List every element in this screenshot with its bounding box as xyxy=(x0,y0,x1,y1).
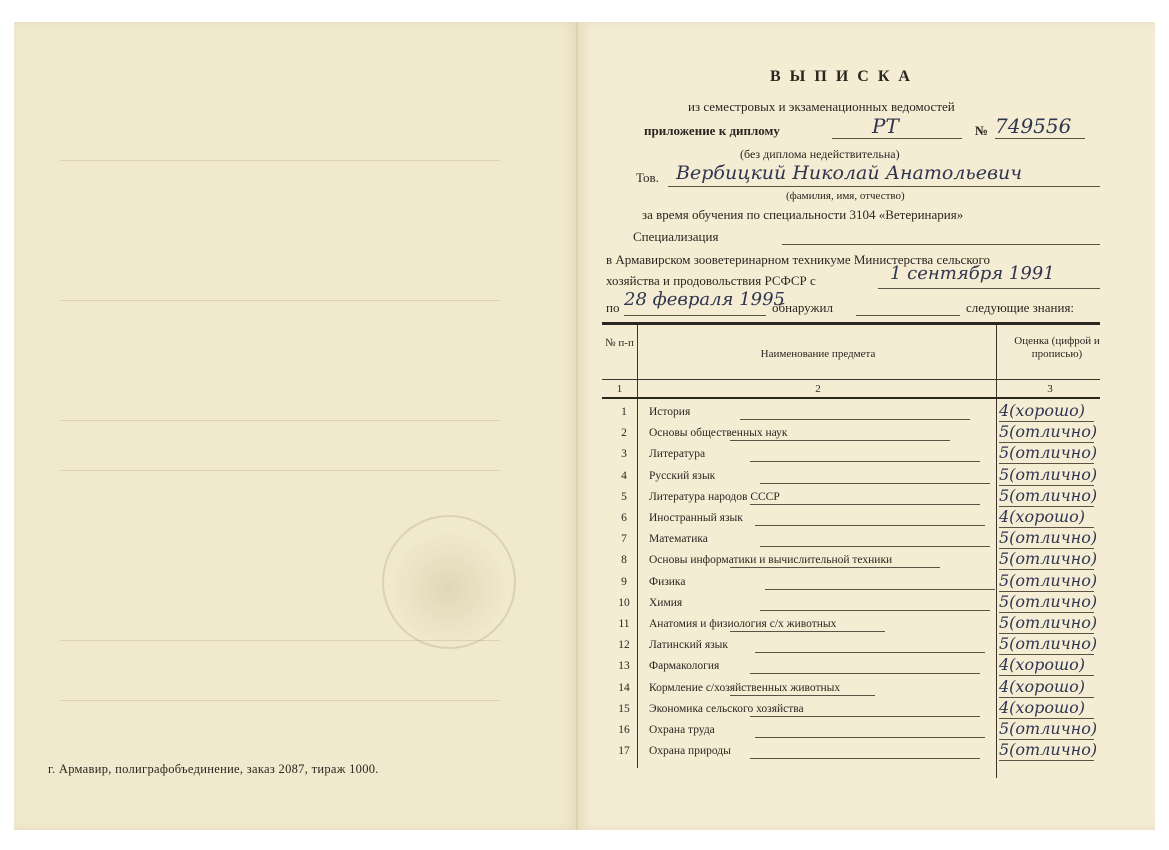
subject-underline xyxy=(750,461,980,462)
date-from: 1 сентября 1991 xyxy=(890,263,1055,284)
subject-underline xyxy=(730,567,940,568)
row-number: 4 xyxy=(621,469,627,482)
printer-footer: г. Армавир, полиграфобъединение, заказ 2087, тираж 1000. xyxy=(48,762,379,776)
col-index: 1 xyxy=(616,383,623,395)
subject-name: Основы информатики и вычислительной техники xyxy=(649,554,893,567)
subject-name: Кормление с/хозяйственных животных xyxy=(649,681,841,694)
table-row xyxy=(600,657,1110,678)
grade-handwritten: 4(хорошо) xyxy=(999,676,1085,696)
subject-underline xyxy=(755,525,985,526)
grade-handwritten: 4(хорошо) xyxy=(999,507,1085,526)
subject-name: Охрана труда xyxy=(649,724,715,736)
grade-handwritten: 5(отлично) xyxy=(999,613,1098,632)
document-title: ВЫПИСКА xyxy=(770,68,919,85)
subject-name: Анатомия и физиология с/х животных xyxy=(649,618,837,630)
grade-underline xyxy=(999,760,1094,761)
showthrough-line xyxy=(60,420,500,421)
student-name: Вербицкий Николай Анатольевич xyxy=(676,162,1023,184)
specialization-label: Специализация xyxy=(633,229,719,244)
row-number: 11 xyxy=(618,618,630,630)
tov-label: Тов. xyxy=(636,170,659,185)
row-number: 16 xyxy=(618,724,630,736)
subject-underline xyxy=(750,504,980,505)
row-number: 9 xyxy=(621,575,627,588)
row-number: 8 xyxy=(621,554,627,567)
showthrough-line xyxy=(60,160,500,161)
table-row xyxy=(600,464,1110,488)
subject-name: Латинский язык xyxy=(649,639,728,652)
subject-underline xyxy=(730,631,885,632)
number-label: № xyxy=(975,123,989,138)
subject-underline xyxy=(760,610,990,611)
row-number: 1 xyxy=(621,406,627,418)
subject-name: Математика xyxy=(649,533,708,546)
grade-handwritten: 5(отлично) xyxy=(999,570,1098,590)
grade-handwritten: 5(отлично) xyxy=(999,464,1098,484)
subject-underline xyxy=(760,483,990,484)
row-number: 3 xyxy=(621,448,627,461)
grade-handwritten: 5(отлично) xyxy=(999,443,1098,463)
underline xyxy=(856,315,960,316)
grade-handwritten: 5(отлично) xyxy=(999,485,1098,505)
grade-handwritten: 4(хорошо) xyxy=(999,655,1085,675)
row-number: 10 xyxy=(618,596,630,609)
table-row xyxy=(600,636,1110,657)
showthrough-line xyxy=(60,700,500,701)
specialty-line: за время обучения по специальности 3104 «Ветеринария» xyxy=(642,207,964,222)
subject-name: Литература xyxy=(649,448,706,461)
subject-underline xyxy=(765,589,995,590)
row-number: 13 xyxy=(618,660,630,673)
row-number: 5 xyxy=(621,490,627,503)
col-index: 2 xyxy=(815,383,821,395)
grade-handwritten: 5(отлично) xyxy=(999,422,1098,442)
subject-underline xyxy=(755,737,985,738)
grade-handwritten: 4(хорошо) xyxy=(999,697,1085,717)
diploma-series: РТ xyxy=(872,114,899,138)
showthrough-line xyxy=(60,470,500,471)
table-row xyxy=(600,485,1110,509)
diploma-label: приложение к диплому xyxy=(644,123,780,138)
underline xyxy=(832,138,962,139)
diploma-number: 749556 xyxy=(995,114,1072,138)
grade-handwritten: 5(отлично) xyxy=(999,591,1098,611)
table-row xyxy=(600,697,1110,721)
table-top-rule xyxy=(602,322,1100,325)
subject-name: Охрана природы xyxy=(649,745,731,758)
grade-handwritten: 5(отлично) xyxy=(999,740,1098,760)
subject-underline xyxy=(750,716,980,717)
school-line-1: в Армавирском зооветеринарном техникуме Министерства сельского xyxy=(606,252,990,267)
subject-name: Иностранный язык xyxy=(649,512,743,524)
row-number: 15 xyxy=(618,702,630,715)
col-index: 3 xyxy=(1047,383,1053,395)
table-row xyxy=(600,445,1110,466)
subject-name: Фармакология xyxy=(649,660,720,673)
document-subtitle: из семестровых и экзаменационных ведомостей xyxy=(688,99,955,114)
table-row xyxy=(600,530,1110,551)
row-number: 12 xyxy=(618,639,630,652)
table-row xyxy=(600,591,1110,615)
page-fold xyxy=(576,22,580,830)
date-to: 28 февраля 1995 xyxy=(624,289,786,310)
grade-handwritten: 5(отлично) xyxy=(999,634,1098,654)
underline xyxy=(995,138,1085,139)
table-row xyxy=(600,570,1110,594)
grade-handwritten: 5(отлично) xyxy=(999,549,1098,569)
table-row xyxy=(600,676,1110,700)
grade-handwritten: 5(отлично) xyxy=(999,528,1098,548)
row-number: 17 xyxy=(618,745,630,758)
subject-underline xyxy=(755,652,985,653)
subject-name: Физика xyxy=(649,575,686,588)
table-header-rule xyxy=(602,397,1100,399)
row-number: 6 xyxy=(621,512,627,524)
underline xyxy=(668,186,1100,187)
left-page xyxy=(14,22,577,830)
subject-name: Русский язык xyxy=(649,469,716,482)
underline xyxy=(878,288,1100,289)
subject-underline xyxy=(760,546,990,547)
table-row xyxy=(600,721,1110,742)
col-subject-header: Наименование предмета xyxy=(760,348,876,360)
subject-name: История xyxy=(649,406,691,418)
table-row xyxy=(600,551,1110,572)
grade-handwritten: 5(отлично) xyxy=(999,719,1098,738)
knowledge-label: следующие знания: xyxy=(966,300,1075,315)
col-grade-header: Оценка (цифрой и прописью) xyxy=(1014,335,1100,360)
subject-underline xyxy=(740,419,970,420)
table-row xyxy=(600,424,1110,445)
row-number: 2 xyxy=(621,427,627,440)
subject-name: Экономика сельского хозяйства xyxy=(649,702,804,715)
subject-underline xyxy=(730,440,950,441)
showthrough-line xyxy=(60,300,500,301)
subject-name: Основы общественных наук xyxy=(649,427,788,440)
table-row xyxy=(600,403,1110,424)
grade-handwritten: 4(хорошо) xyxy=(999,401,1085,420)
subject-underline xyxy=(750,673,980,674)
underline xyxy=(624,315,766,316)
school-line-2: хозяйства и продовольствия РСФСР с xyxy=(606,273,816,288)
subject-name: Химия xyxy=(649,596,683,609)
subject-underline xyxy=(730,695,875,696)
invalid-note: (без диплома недействительна) xyxy=(740,147,900,161)
col-num-header: № п-п xyxy=(605,337,634,349)
table-header-divider xyxy=(602,379,1100,380)
table-row xyxy=(600,742,1110,763)
found-label: обнаружил xyxy=(772,300,833,315)
po-label: по xyxy=(606,300,620,315)
table-row xyxy=(600,509,1110,530)
row-number: 7 xyxy=(621,533,627,546)
table-row xyxy=(600,615,1110,636)
subject-underline xyxy=(750,758,980,759)
faded-seal xyxy=(382,515,516,649)
underline xyxy=(782,244,1100,245)
subject-name: Литература народов СССР xyxy=(649,490,780,503)
row-number: 14 xyxy=(618,681,630,694)
name-caption: (фамилия, имя, отчество) xyxy=(786,190,905,202)
